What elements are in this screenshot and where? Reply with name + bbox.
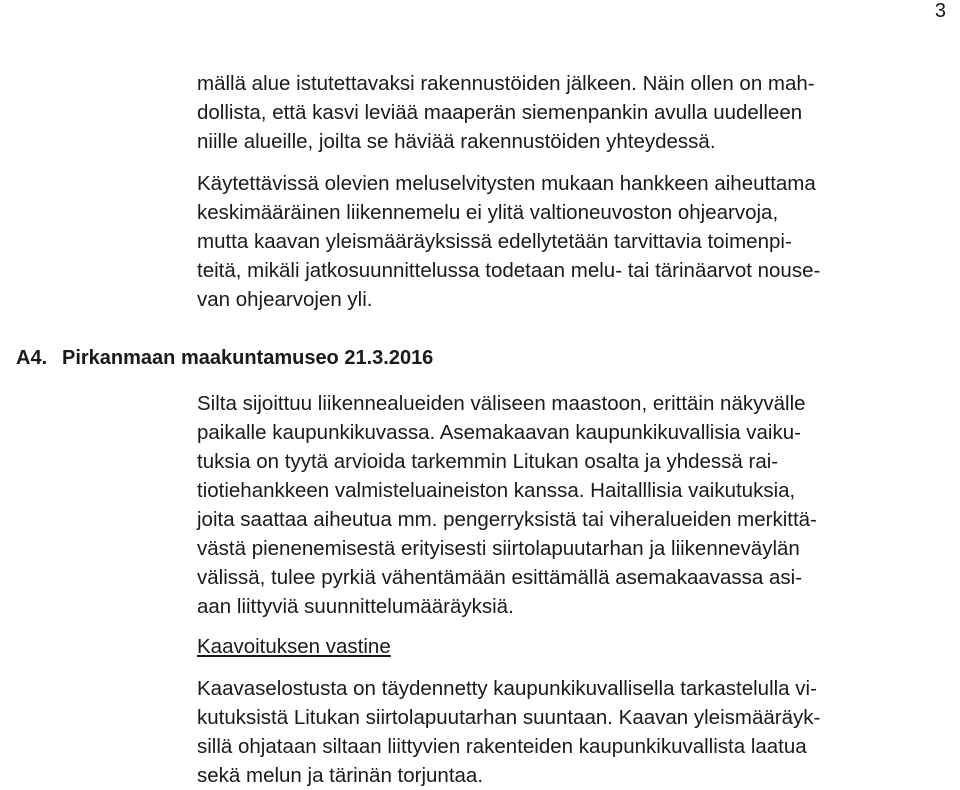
text-line: Käytettävissä olevien meluselvitysten mukaan hankkeen aiheuttama — [197, 172, 816, 195]
text-line: Kaavaselostusta on täydennetty kaupunkikuvallisella tarkastelulla vi- — [197, 677, 817, 700]
paragraph-4 — [197, 674, 820, 790]
text-line: keskimääräinen liikennemelu ei ylitä valtioneuvoston ohjearvoja, — [197, 201, 779, 224]
text-line: van ohjearvojen yli. — [197, 288, 373, 311]
text-line: dollista, että kasvi leviää maaperän siemenpankin avulla uudelleen — [197, 101, 803, 124]
text-line: aan liittyviä suunnittelumääräyksiä. — [197, 595, 514, 618]
paragraph-2 — [197, 169, 820, 314]
response-heading: Kaavoituksen vastine — [197, 635, 391, 658]
text-line: västä pienenemisestä erityisesti siirtolapuutarhan ja liikenneväylän — [197, 537, 800, 560]
text-line: teitä, mikäli jatkosuunnittelussa todetaan melu- tai tärinäarvot nouse- — [197, 259, 821, 282]
text-line: sekä melun ja tärinän torjuntaa. — [197, 764, 484, 787]
page-number: 3 — [934, 0, 946, 22]
text-line: sillä ohjataan siltaan liittyvien rakenteiden kaupunkikuvallista laatua — [197, 735, 807, 758]
text-line: Silta sijoittuu liikennealueiden väliseen maastoon, erittäin näkyvälle — [197, 392, 806, 415]
paragraph-3 — [197, 389, 817, 621]
section-number: A4. — [16, 347, 48, 369]
paragraph-1 — [197, 69, 815, 156]
section-heading — [16, 345, 433, 371]
text-line: kutuksistä Litukan siirtolapuutarhan suuntaan. Kaavan yleismääräyk- — [197, 706, 821, 729]
text-line: välissä, tulee pyrkiä vähentämään esittämällä asemakaavassa asi- — [197, 566, 803, 589]
text-line: paikalle kaupunkikuvassa. Asemakaavan kaupunkikuvallisia vaiku- — [197, 421, 801, 444]
text-line: tuksia on tyytä arvioida tarkemmin Litukan osalta ja yhdessä rai- — [197, 450, 779, 473]
text-line: joita saattaa aiheutua mm. pengerryksistä tai viheralueiden merkittä- — [197, 508, 817, 531]
text-line: mällä alue istutettavaksi rakennustöiden jälkeen. Näin ollen on mah- — [197, 72, 815, 95]
section-title: Pirkanmaan maakuntamuseo 21.3.2016 — [62, 347, 434, 369]
text-line: niille alueille, joilta se häviää rakennustöiden yhteydessä. — [197, 130, 716, 153]
text-line: tiotiehankkeen valmisteluaineiston kanssa. Haitalllisia vaikutuksia, — [197, 479, 796, 502]
text-line: mutta kaavan yleismääräyksissä edellytetään tarvittavia toimenpi- — [197, 230, 792, 253]
